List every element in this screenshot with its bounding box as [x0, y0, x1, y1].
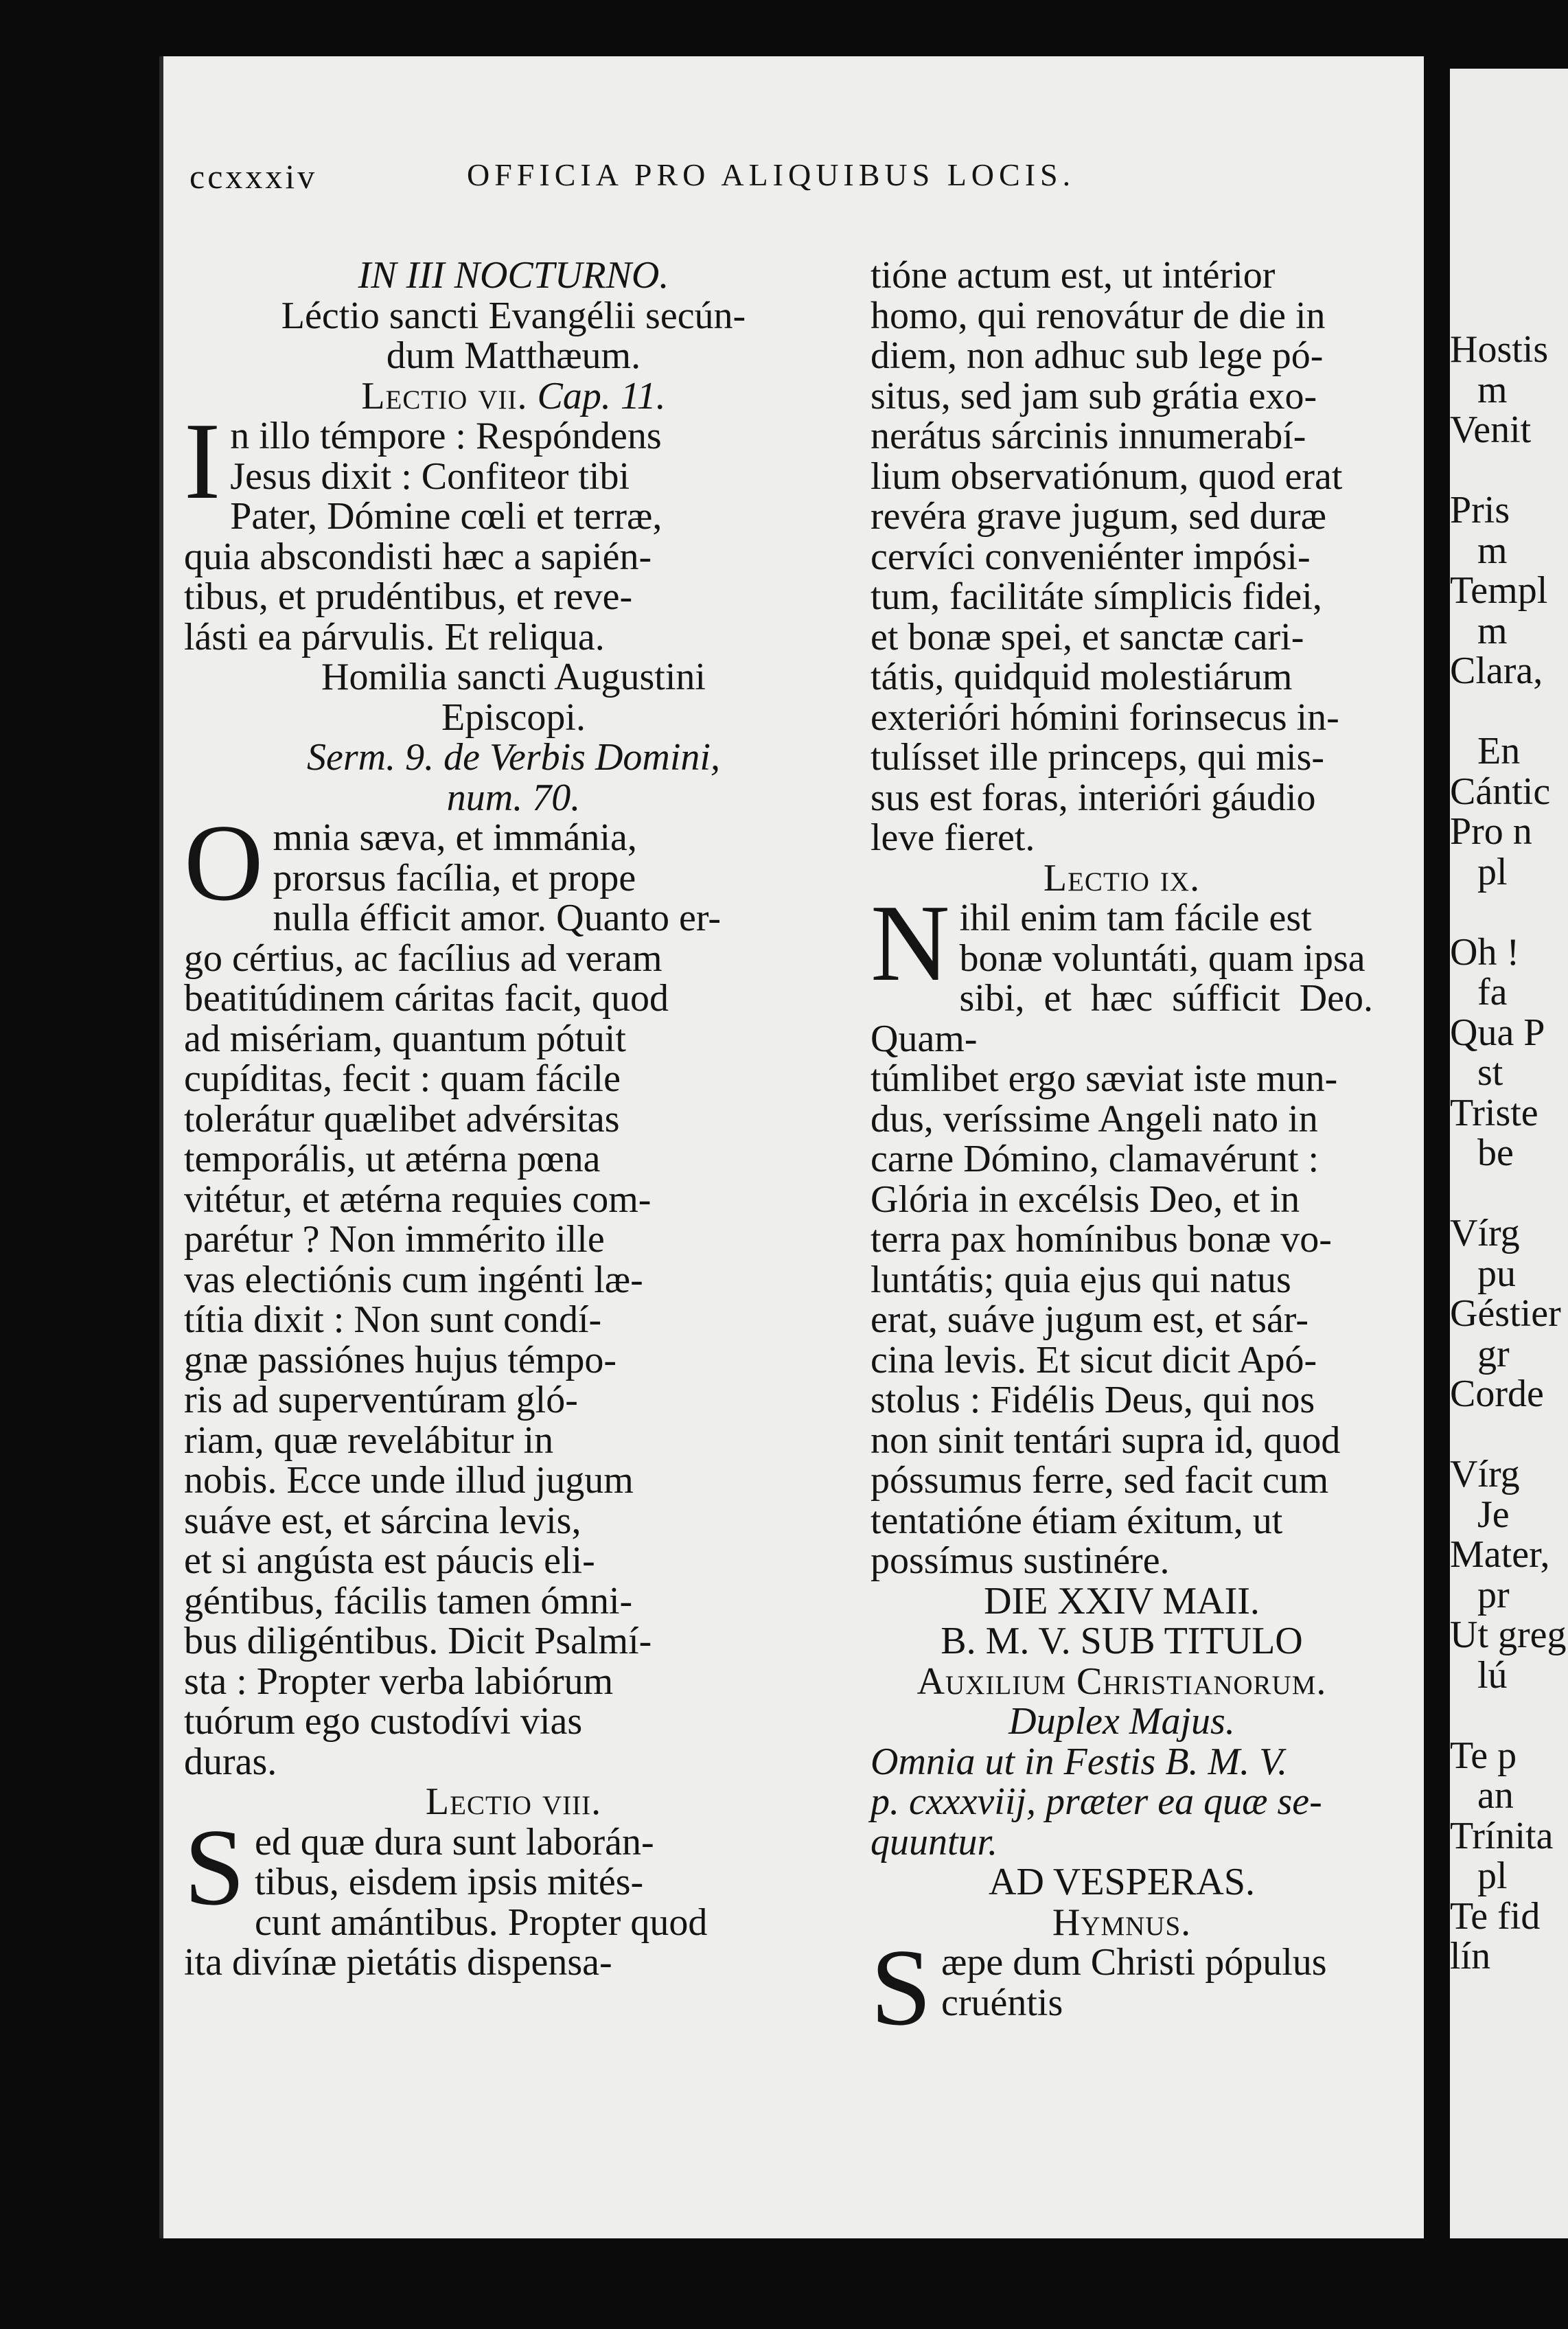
right-page-fragment: pl	[1477, 850, 1508, 893]
lectio-7-lines	[184, 400, 843, 658]
text-line: dus, veríssime Angeli nato in	[871, 1097, 1318, 1140]
right-page-fragment: lú	[1477, 1653, 1508, 1697]
text-line: temporális, ut ætérna pœna	[184, 1138, 601, 1180]
text-line: ad misériam, quantum pótuit	[184, 1017, 626, 1060]
drop-initial: I	[184, 400, 221, 522]
text-line: ita divínæ pietátis dispensa-	[184, 1941, 612, 1984]
drop-initial: S	[184, 1805, 245, 1928]
text-line: ed quæ dura sunt laborán-	[254, 1820, 654, 1863]
text-line: mnia sæva, et immánia,	[273, 816, 637, 859]
text-line: tulísset ille princeps, qui mis-	[871, 736, 1325, 779]
right-page-fragment: Vírg	[1450, 1212, 1520, 1254]
text-column-left	[184, 255, 843, 1983]
lectio-label: Lectio ix.	[1043, 856, 1201, 899]
sermon-ref: num. 70.	[446, 776, 581, 819]
text-line: tátis, quidquid molestiárum	[871, 656, 1293, 698]
right-page-fragment: Cántic	[1450, 770, 1551, 813]
running-title: OFFICIA PRO ALIQUIBUS LOCIS.	[467, 157, 1076, 192]
text-line: quia abscondisti hæc a sapién-	[184, 535, 652, 578]
drop-initial: N	[871, 882, 950, 1004]
text-line: nobis. Ecce unde illud jugum	[184, 1459, 634, 1502]
text-line: lásti ea párvulis. Et reliqua.	[184, 615, 605, 658]
text-line: duras.	[184, 1740, 277, 1783]
text-line: Jesus dixit : Confiteor tibi	[230, 455, 630, 498]
drop-initial: O	[184, 801, 264, 923]
right-page-fragment: Corde	[1450, 1373, 1544, 1415]
right-page-fragment	[1450, 450, 1567, 491]
right-page-fragment: Venit	[1450, 409, 1532, 451]
right-page-fragment: gr	[1477, 1332, 1510, 1375]
right-page-fragment: m	[1477, 609, 1508, 652]
right-page-fragment	[1450, 691, 1567, 732]
text-line: stolus : Fidélis Deus, qui nos	[871, 1379, 1315, 1421]
text-line: tum, facilitáte símplicis fidei,	[871, 575, 1322, 618]
right-page-fragment: Te fid	[1450, 1894, 1541, 1938]
text-line: revéra grave jugum, sed duræ	[871, 495, 1326, 538]
right-page-fragment: Hostis	[1450, 328, 1549, 371]
text-line: tentatióne étiam éxitum, ut	[871, 1499, 1283, 1542]
right-page-fragment: pu	[1477, 1252, 1516, 1295]
text-line: leve fieret.	[871, 816, 1035, 859]
text-line: situs, sed jam sub grátia exo-	[871, 374, 1317, 417]
lectio-8-continuation	[871, 255, 1373, 858]
text-line: terra pax homínibus bonæ vo-	[871, 1218, 1332, 1261]
sermon-ref: Serm. 9. de Verbis Domini,	[307, 736, 720, 779]
feast-title: B. M. V. SUB TITULO	[941, 1620, 1303, 1662]
text-line: exterióri hómini forinsecus in-	[871, 696, 1339, 739]
vespers-heading: AD VESPERAS.	[989, 1861, 1255, 1903]
right-page-fragment: Je	[1477, 1493, 1510, 1536]
text-line: Pater, Dómine cœli et terræ,	[230, 495, 662, 538]
text-line: lium observatiónum, quod erat	[871, 455, 1343, 498]
text-line: prorsus facília, et prope	[273, 856, 636, 899]
text-line: go cértius, ac facílius ad veram	[184, 937, 662, 980]
text-line: cervíci conveniénter impósi-	[871, 535, 1311, 578]
text-line: ihil enim tam fácile est	[959, 897, 1312, 939]
right-page-fragment: pr	[1477, 1573, 1510, 1616]
text-line: non sinit tentári supra id, quod	[871, 1419, 1341, 1462]
text-line: nerátus sárcinis innumerabí-	[871, 415, 1306, 457]
text-line: cina levis. Et sicut dicit Apó-	[871, 1338, 1317, 1381]
text-line: Omnia ut in Festis B. M. V.	[871, 1740, 1288, 1783]
text-line: quuntur.	[871, 1820, 998, 1863]
text-line: cunt amántibus. Propter quod	[254, 1901, 708, 1944]
right-page-fragment: m	[1477, 368, 1508, 411]
right-page-fragment: Oh !	[1450, 930, 1520, 974]
hymn-text	[871, 1926, 1373, 2048]
right-page-fragment: Mater,	[1450, 1533, 1550, 1576]
hymn-label: Hymnus.	[1052, 1901, 1192, 1944]
homily-text	[184, 801, 843, 1783]
text-line: cupíditas, fecit : quam fácile	[184, 1057, 621, 1100]
lectio-label: Lectio viii.	[425, 1780, 602, 1823]
text-line: p. cxxxviij, præter ea quæ se-	[871, 1780, 1322, 1823]
right-page-fragment: Ut greg	[1450, 1614, 1567, 1656]
text-line: nulla éfficit amor. Quanto er-	[273, 897, 722, 939]
right-page-fragment: st	[1477, 1051, 1503, 1094]
right-page-fragment: En	[1477, 730, 1521, 772]
text-line: tolerátur quælibet advérsitas	[184, 1097, 620, 1140]
right-page-fragment	[1450, 892, 1567, 932]
text-line: beatitúdinem cáritas facit, quod	[184, 977, 669, 1020]
text-line: títia dixit : Non sunt condí-	[184, 1298, 602, 1341]
text-line: ris ad superventúram gló-	[184, 1379, 578, 1421]
text-line: et bonæ spei, et sanctæ cari-	[871, 615, 1304, 658]
right-page-fragment	[1450, 1414, 1567, 1455]
chapter-ref: Cap. 11.	[537, 374, 666, 417]
right-page-fragment: be	[1477, 1132, 1514, 1174]
right-page-fragment: lín	[1450, 1935, 1491, 1977]
lectio-9-text	[871, 882, 1373, 1582]
right-page-fragment: Géstier	[1450, 1292, 1561, 1335]
text-line: túmlibet ergo sæviat iste mun-	[871, 1057, 1338, 1100]
lectio-8-text	[184, 1805, 843, 1984]
homily-title: Episcopi.	[441, 696, 586, 739]
lectio-heading	[184, 376, 843, 417]
right-page-fragment: Templ	[1450, 569, 1548, 612]
drop-initial: S	[871, 1926, 932, 2048]
right-page-fragment: an	[1477, 1774, 1514, 1817]
text-line: bus diligéntibus. Dicit Psalmí-	[184, 1620, 652, 1662]
gospel-line: Léctio sancti Evangélii secún-	[281, 294, 746, 337]
right-page-fragment: pl	[1477, 1855, 1508, 1897]
text-line: sibi, et hæc súfficit Deo. Quam-	[871, 977, 1373, 1060]
right-page-fragment: Vírg	[1450, 1453, 1520, 1495]
text-column-right	[871, 254, 1373, 2048]
homily-lines	[184, 801, 843, 1783]
lectio-7-text	[184, 400, 843, 658]
right-page-fragment: Qua P	[1450, 1011, 1545, 1054]
text-line: æpe dum Christi pópulus	[941, 1941, 1327, 1984]
text-line: bonæ voluntáti, quam ipsa	[959, 937, 1365, 980]
right-page-fragment: Triste	[1450, 1091, 1538, 1134]
lectio-8-lines	[184, 1805, 843, 1984]
text-line: possímus sustinére.	[871, 1539, 1170, 1582]
book-page-right-fragment	[1450, 69, 1568, 2238]
right-page-fragment: fa	[1477, 971, 1508, 1013]
text-line: luntátis; quia ejus qui natus	[871, 1258, 1291, 1301]
right-page-fragment	[1450, 1173, 1567, 1214]
gospel-line: dum Matthæum.	[386, 334, 641, 377]
text-line: riam, quæ revelábitur in	[184, 1419, 554, 1462]
feast-date: DIE XXIV MAII.	[984, 1579, 1260, 1622]
text-line: erat, suáve jugum est, et sár-	[871, 1298, 1308, 1341]
lectio-label: Lectio vii.	[361, 374, 528, 417]
right-page-fragment: Pro n	[1450, 810, 1532, 853]
feast-subtitle: Auxilium Christianorum.	[916, 1660, 1327, 1703]
text-line: vas electiónis cum ingénti læ-	[184, 1258, 643, 1301]
text-line: tibus, eisdem ipsis mités-	[254, 1861, 644, 1903]
right-page-fragment: Te p	[1450, 1734, 1517, 1777]
nocturn-heading: IN III NOCTURNO.	[358, 254, 669, 297]
text-line: Glória in excélsis Deo, et in	[871, 1178, 1300, 1221]
text-line: gnæ passiónes hujus témpo-	[184, 1338, 616, 1381]
text-line: homo, qui renovátur de die in	[871, 294, 1326, 337]
feast-rank: Duplex Majus.	[1008, 1700, 1235, 1743]
right-page-fragment: Trínita	[1450, 1814, 1554, 1857]
hymn-lines	[871, 1942, 1373, 2023]
page-header	[0, 157, 1568, 218]
folio-number: ccxxxiv	[189, 157, 318, 196]
rubric	[871, 1742, 1373, 1863]
text-line: suáve est, et sárcina levis,	[184, 1499, 581, 1542]
right-page-fragment	[1450, 1695, 1567, 1736]
text-line: n illo témpore : Respóndens	[230, 415, 662, 457]
text-line: cruéntis	[941, 1981, 1063, 2024]
right-page-fragment: m	[1477, 529, 1508, 572]
text-line: géntibus, fácilis tamen ómni-	[184, 1579, 633, 1622]
text-line: tibus, et prudéntibus, et reve-	[184, 575, 633, 618]
right-page-fragment: Pris	[1450, 489, 1510, 531]
right-page-fragment: Clara,	[1450, 650, 1543, 692]
text-line: diem, non adhuc sub lege pó-	[871, 334, 1324, 377]
text-line: vitétur, et ætérna requies com-	[184, 1178, 652, 1221]
text-line: parétur ? Non immérito ille	[184, 1218, 605, 1261]
text-line: carne Dómino, clamavérunt :	[871, 1138, 1319, 1180]
right-page-text	[1450, 330, 1567, 1977]
homily-title: Homilia sancti Augustini	[321, 656, 706, 698]
text-line: tióne actum est, ut intérior	[871, 254, 1276, 297]
text-line: tuórum ego custodívi vias	[184, 1700, 583, 1743]
text-line: sus est foras, interióri gáudio	[871, 776, 1316, 819]
text-line: et si angústa est páucis eli-	[184, 1539, 595, 1582]
text-line: póssumus ferre, sed facit cum	[871, 1459, 1329, 1502]
text-line: sta : Propter verba labiórum	[184, 1660, 614, 1703]
